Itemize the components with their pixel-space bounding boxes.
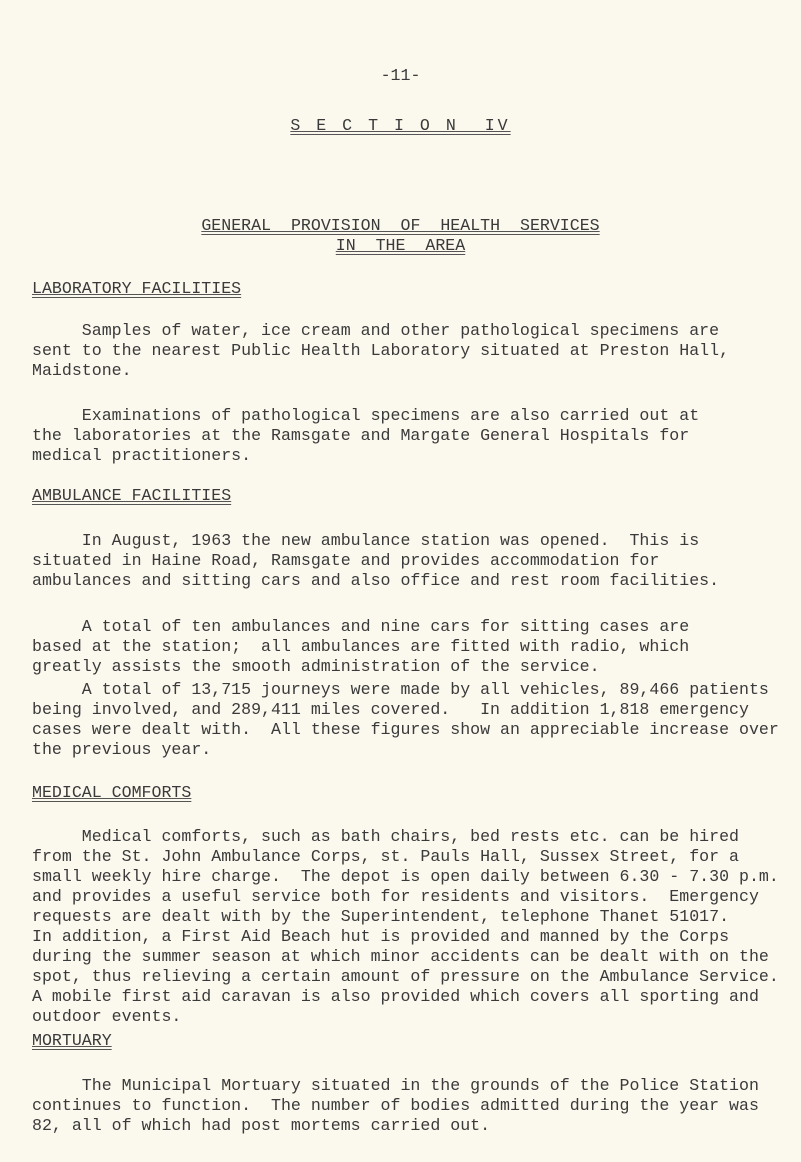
paragraph-line: the previous year. [32,740,212,759]
section-heading: MEDICAL COMFORTS [32,783,192,802]
paragraph-line: spot, thus relieving a certain amount of pressure on the Ambulance Service. [32,967,779,986]
paragraph-line: the laboratories at the Ramsgate and Margate General Hospitals for [32,426,690,445]
section-title: S E C T I O N IV [290,116,511,135]
paragraph-line: Samples of water, ice cream and other pathological specimens are [32,321,720,340]
paragraph-line: A total of ten ambulances and nine cars for sitting cases are [32,617,690,636]
paragraph-line: greatly assists the smooth administration of the service. [32,657,600,676]
paragraph-line: situated in Haine Road, Ramsgate and provides accommodation for [32,551,660,570]
paragraph-line: from the St. John Ambulance Corps, st. Pauls Hall, Sussex Street, for a [32,847,740,866]
paragraph-line: requests are dealt with by the Superintendent, telephone Thanet 51017. [32,907,730,926]
section-heading: LABORATORY FACILITIES [32,279,242,298]
paragraph-line: small weekly hire charge. The depot is open daily between 6.30 - 7.30 p.m. [32,867,779,886]
paragraph-line: The Municipal Mortuary situated in the grounds of the Police Station [32,1076,759,1095]
paragraph-line: medical practitioners. [32,446,252,465]
section-heading: MORTUARY [32,1031,112,1050]
paragraph-line: In August, 1963 the new ambulance station was opened. This is [32,531,700,550]
paragraph-line: ambulances and sitting cars and also office and rest room facilities. [32,571,720,590]
paragraph-line: Examinations of pathological specimens are also carried out at [32,406,700,425]
paragraph-line: and provides a useful service both for residents and visitors. Emergency [32,887,759,906]
paragraph-line: cases were dealt with. All these figures show an appreciable increase over [32,720,779,739]
paragraph-line: In addition, a First Aid Beach hut is provided and manned by the Corps [32,927,730,946]
paragraph-line: Maidstone. [32,361,132,380]
main-heading-line-1: GENERAL PROVISION OF HEALTH SERVICES [201,216,600,235]
paragraph-line: A total of 13,715 journeys were made by all vehicles, 89,466 patients [32,680,769,699]
main-heading-line-2: IN THE AREA [335,236,466,255]
paragraph-line: outdoor events. [32,1007,182,1026]
paragraph-line: Medical comforts, such as bath chairs, bed rests etc. can be hired [32,827,740,846]
paragraph-line: based at the station; all ambulances are fitted with radio, which [32,637,690,656]
page-number: -11- [380,66,421,85]
paragraph-line: sent to the nearest Public Health Laboratory situated at Preston Hall, [32,341,730,360]
paragraph-line: A mobile first aid caravan is also provided which covers all sporting and [32,987,759,1006]
paragraph-line: continues to function. The number of bodies admitted during the year was [32,1096,759,1115]
paragraph-line: being involved, and 289,411 miles covered. In addition 1,818 emergency [32,700,749,719]
paragraph-line: during the summer season at which minor accidents can be dealt with on the [32,947,769,966]
section-heading: AMBULANCE FACILITIES [32,486,232,505]
paragraph-line: 82, all of which had post mortems carried out. [32,1116,491,1135]
